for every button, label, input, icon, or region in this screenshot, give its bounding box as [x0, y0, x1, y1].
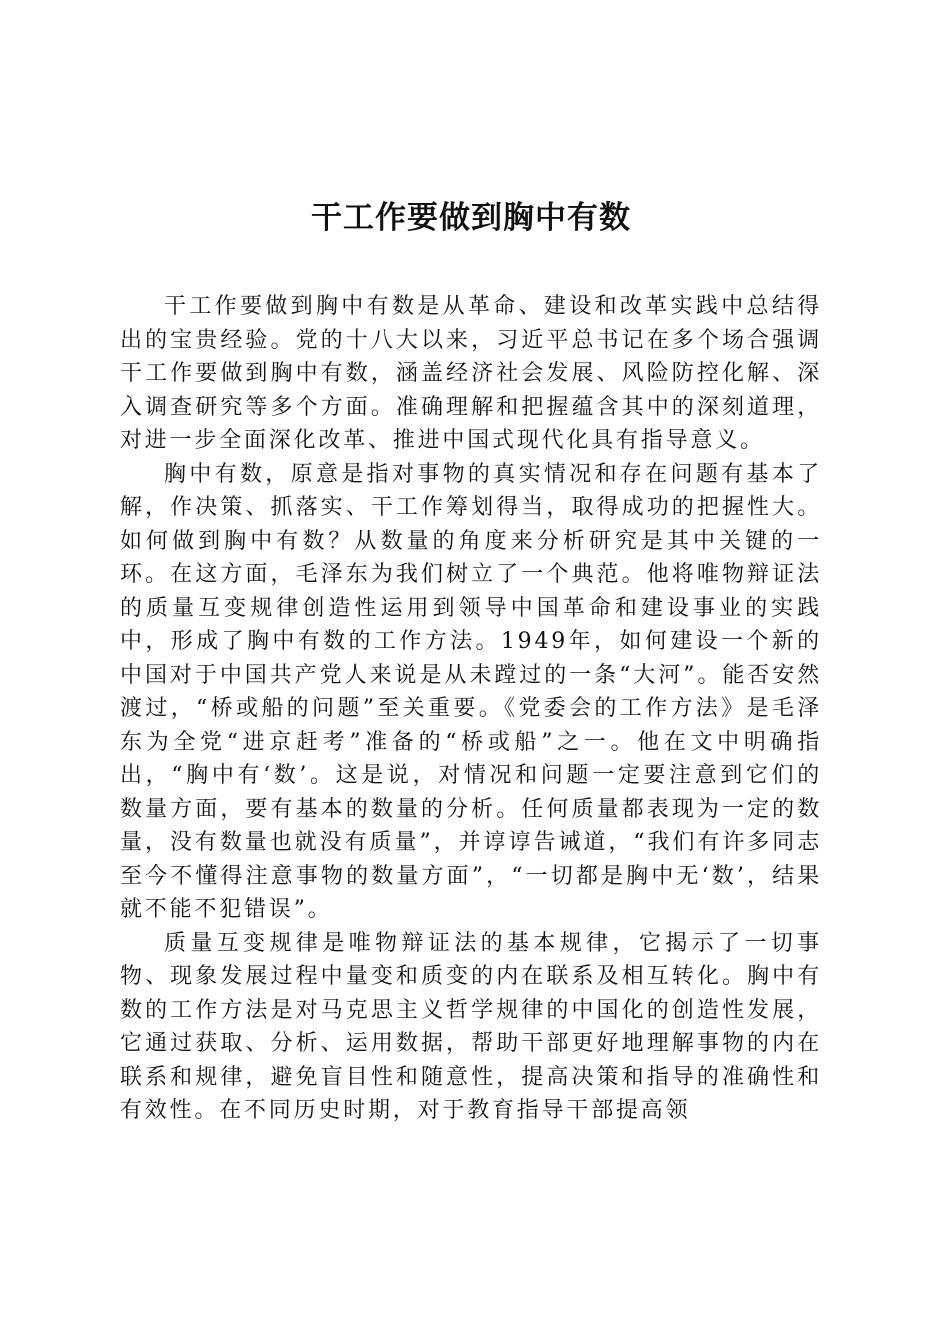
- paragraph: 干工作要做到胸中有数是从革命、建设和改革实践中总结得出的宝贵经验。党的十八大以来，习近平总书记在多个场合强调干工作要做到胸中有数，涵盖经济社会发展、风险防控化解、深入调查研究等多个方面。准确理解和把握蕴含其中的深刻道理，对进一步全面深化改革、推进中国式现代化具有指导意义。: [120, 294, 822, 453]
- body-text: [120, 290, 822, 1128]
- page-title: 干工作要做到胸中有数: [311, 200, 631, 236]
- paragraph: 胸中有数，原意是指对事物的真实情况和存在问题有基本了解，作决策、抓落实、干工作筹划得当，取得成功的把握性大。如何做到胸中有数？从数量的角度来分析研究是其中关键的一环。在这方面，毛泽东为我们树立了一个典范。他将唯物辩证法的质量互变规律创造性运用到领导中国革命和建设事业的实践中，形成了胸中有数的工作方法。1949年，如何建设一个新的中国对于中国共产党人来说是从未蹚过的一条“大河”。能否安然渡过，“桥或船的问题”至关重要。《党委会的工作方法》是毛泽东为全党“进京赶考”准备的“桥或船”之一。他在文中明确指出，“胸中有‘数’。这是说，对情况和问题一定要注意到它们的数量方面，要有基本的数量的分析。任何质量都表现为一定的数量，没有数量也就没有质量”，并谆谆告诫道，“我们有许多同志至今不懂得注意事物的数量方面”，“一切都是胸中无‘数’，结果就不能不犯错误”。: [120, 461, 822, 922]
- paragraph: 质量互变规律是唯物辩证法的基本规律，它揭示了一切事物、现象发展过程中量变和质变的内在联系及相互转化。胸中有数的工作方法是对马克思主义哲学规律的中国化的创造性发展，它通过获取、分析、运用数据，帮助干部更好地理解事物的内在联系和规律，避免盲目性和随意性，提高决策和指导的准确性和有效性。在不同历史时期，对于教育指导干部提高领: [120, 930, 822, 1123]
